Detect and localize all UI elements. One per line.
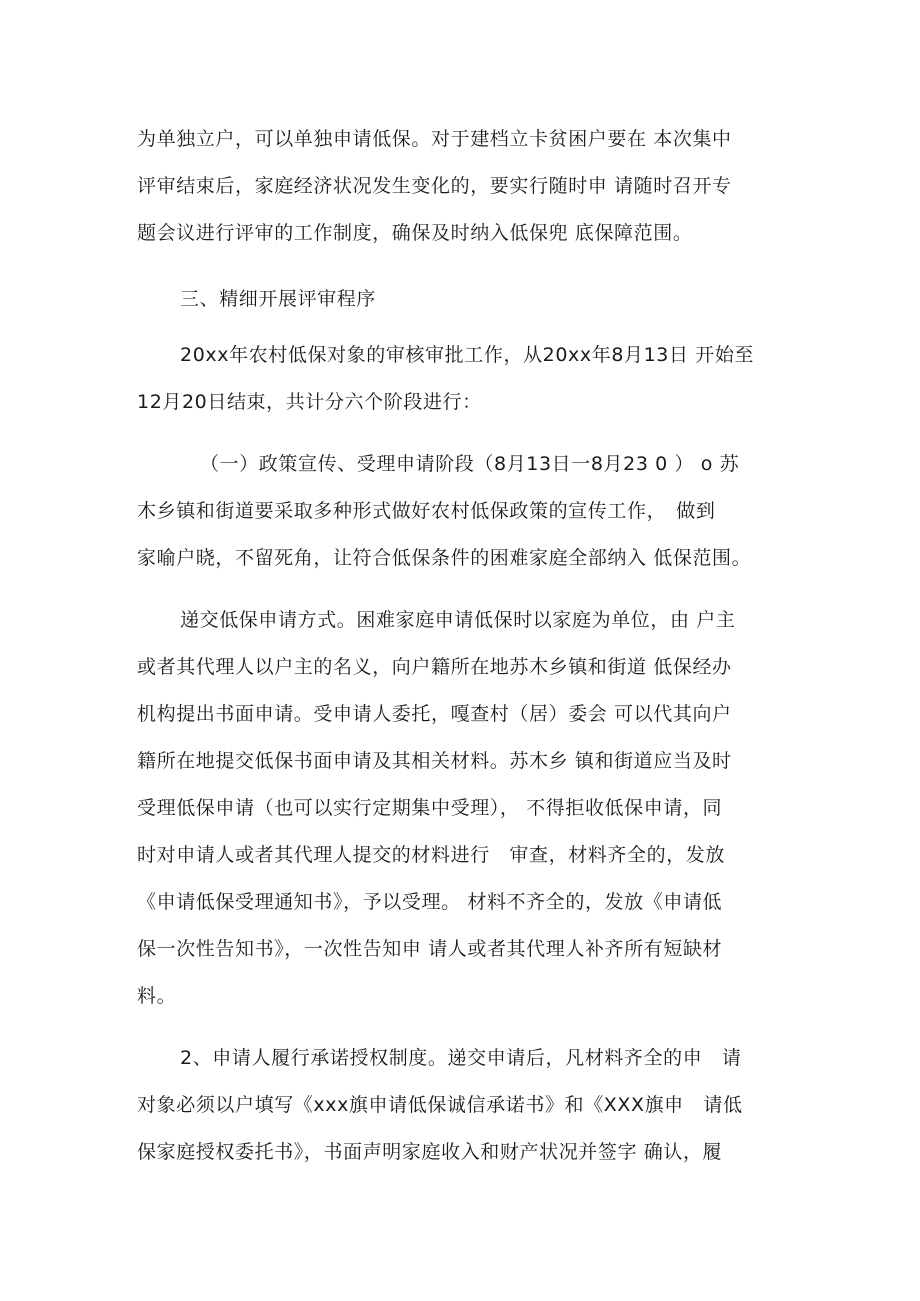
- paragraph-line: 为单独立户，可以单独申请低保。对于建档立卡贫困户要在 本次集中: [137, 128, 732, 150]
- paragraph-line: 木乡镇和街道要采取多种形式做好农村低保政策的宣传工作， 做到: [137, 500, 716, 522]
- section-heading: 三、精细开展评审程序: [180, 288, 377, 310]
- subsection-line: （一）政策宣传、受理申请阶段（8月13日一8月23 0 ） o 苏: [200, 453, 740, 475]
- paragraph-line: 保家庭授权委托书》，书面声明家庭收入和财产状况并签字 确认，履: [137, 1141, 723, 1163]
- paragraph-line: 机构提出书面申请。受申请人委托，嘎查村（居）委会 可以代其向户: [137, 703, 732, 725]
- paragraph-line: 籍所在地提交低保书面申请及其相关材料。苏木乡 镇和街道应当及时: [137, 750, 732, 772]
- paragraph-line: 12月20日结束，共计分六个阶段进行：: [137, 391, 482, 413]
- paragraph-line: 受理低保申请（也可以实行定期集中受理）， 不得拒收低保申请，同: [137, 797, 723, 819]
- paragraph-line: 递交低保申请方式。困难家庭申请低保时以家庭为单位，由 户主: [180, 609, 736, 631]
- paragraph-line: 料。: [137, 985, 177, 1007]
- paragraph-line: 或者其代理人以户主的名义，向户籍所在地苏木乡镇和街道 低保经办: [137, 656, 732, 678]
- paragraph-line: 20xx年农村低保对象的审核审批工作，从20xx年8月13日 开始至: [180, 344, 755, 366]
- paragraph-line: 时对申请人或者其代理人提交的材料进行 审查，材料齐全的，发放: [137, 844, 726, 866]
- paragraph-line: 保一次性告知书》，一次性告知申 请人或者其代理人补齐所有短缺材: [137, 938, 723, 960]
- numbered-paragraph-line: 2、申请人履行承诺授权制度。递交申请后，凡材料齐全的申 请: [180, 1047, 742, 1069]
- paragraph-line: 家喻户晓，不留死角，让符合低保条件的困难家庭全部纳入 低保范围。: [137, 547, 752, 569]
- paragraph-line: 评审结束后，家庭经济状况发生变化的，要实行随时申 请随时召开专: [137, 175, 732, 197]
- paragraph-line: 对象必须以户填写《xxx旗申请低保诚信承诺书》和《XXX旗申 请低: [137, 1094, 743, 1116]
- paragraph-line: 题会议进行评审的工作制度，确保及时纳入低保兜 底保障范围。: [137, 222, 693, 244]
- paragraph-line: 《申请低保受理通知书》，予以受理。 材料不齐全的，发放《申请低: [137, 891, 723, 913]
